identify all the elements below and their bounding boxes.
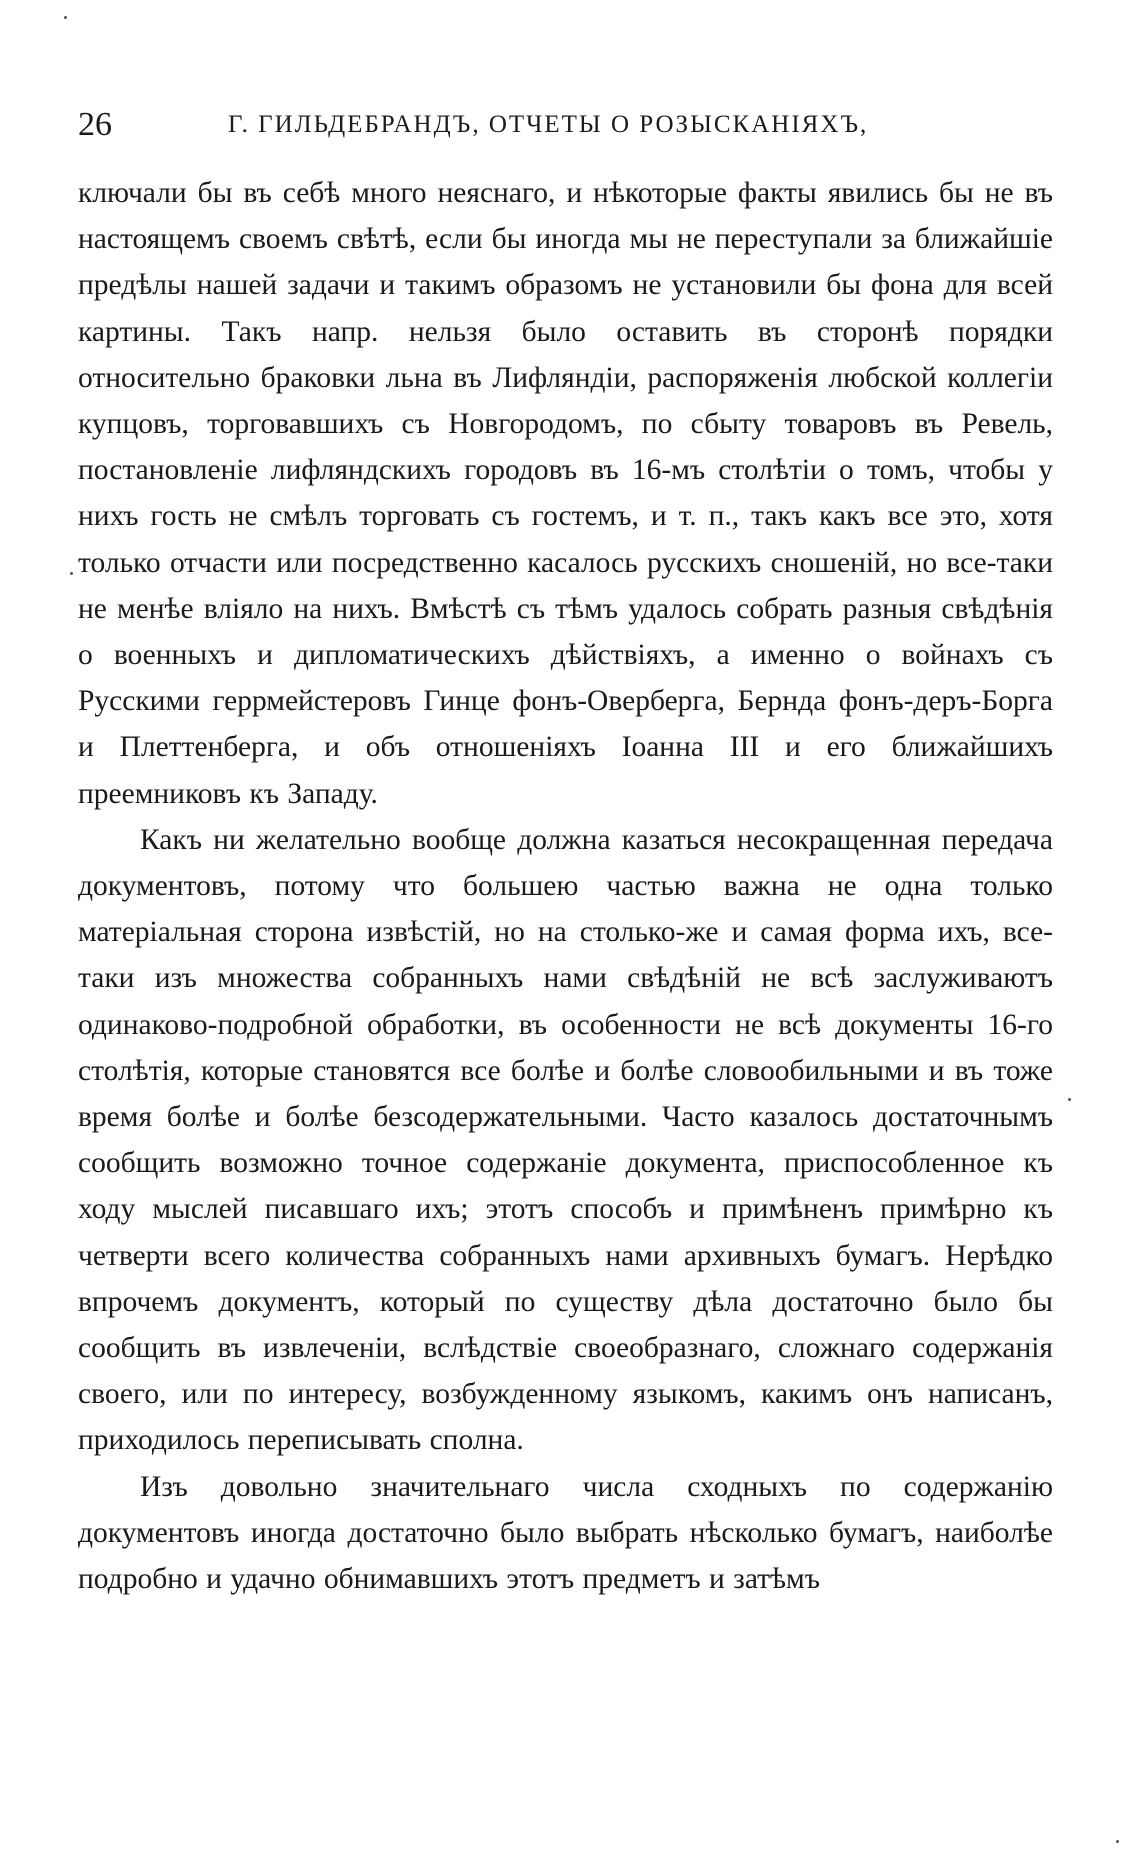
scan-speck bbox=[64, 16, 67, 19]
page-number: 26 bbox=[78, 106, 112, 143]
paragraph-3: Изъ довольно значительнаго числа сходныхъ по содержанію документовъ иногда достаточно было выбрать нѣсколько бумагъ, наиболѣе подробно и удачно обнимавшихъ этотъ предметъ и затѣмъ bbox=[78, 1470, 1053, 1596]
scan-speck bbox=[1068, 1098, 1071, 1101]
paragraph-2: Какъ ни желательно вообще должна казаться несокращенная передача документовъ, потому что большею частью важна не одна только матеріальная сторона извѣстій, но на столько-же и самая форма ихъ, все-таки изъ множества собранныхъ нами свѣдѣній не всѣ заслуживаютъ одинаково-подробной обработки, въ особенности не всѣ документы 16-го столѣтія, которые становятся все болѣе и болѣе словообильными и въ тоже время болѣе и болѣе безсодержательными. Часто казалось достаточнымъ сообщить возможно точное содержаніе документа, приспособленное къ ходу мыслей писавшаго ихъ; этотъ способъ и примѣненъ примѣрно къ четверти всего количества собранныхъ нами архивныхъ бумагъ. Нерѣдко впрочемъ документъ, который по существу дѣла достаточно было бы сообщить въ извлеченіи, вслѣдствіе своеобразнаго, сложнаго содержанія своего, или по интересу, возбужденному языкомъ, какимъ онъ написанъ, приходилось переписывать сполна. bbox=[78, 823, 1053, 1457]
paragraph-1: ключали бы въ себѣ много неяснаго, и нѣкоторые факты явились бы не въ настоящемъ своемъ свѣтѣ, если бы иногда мы не переступали за ближайшіе предѣлы нашей задачи и такимъ образомъ не установили бы фона для всей картины. Такъ напр. нельзя было оставить въ сторонѣ порядки относительно браковки льна въ Лифляндіи, распоряженія любской коллегіи купцовъ, торговавшихъ съ Новгородомъ, по сбыту товаровъ въ Ревель, постановленіе лифляндскихъ городовъ въ 16-мъ столѣтіи о томъ, чтобы у нихъ гость не смѣлъ торговать съ гостемъ, и т. п., такъ какъ все это, хотя только отчасти или посредственно касалось русскихъ сношеній, но все-таки не менѣе вліяло на нихъ. Вмѣстѣ съ тѣмъ удалось собрать разныя свѣдѣнія о военныхъ и дипломатическихъ дѣйствіяхъ, а именно о войнахъ съ Русскими геррмейстеровъ Гинце фонъ-Оверберга, Бернда фонъ-деръ-Борга и Плеттенберга, и объ отношеніяхъ Іоанна III и его ближайшихъ преемниковъ къ Западу. bbox=[78, 177, 1053, 810]
running-title: Г. ГИЛЬДЕБРАНДЪ, ОТЧЕТЫ О РОЗЫСКАНІЯХЪ, bbox=[228, 111, 869, 138]
scan-speck bbox=[1116, 1840, 1119, 1843]
body-text bbox=[78, 170, 1053, 1790]
page-header bbox=[78, 100, 1053, 150]
scan-speck bbox=[70, 572, 73, 575]
